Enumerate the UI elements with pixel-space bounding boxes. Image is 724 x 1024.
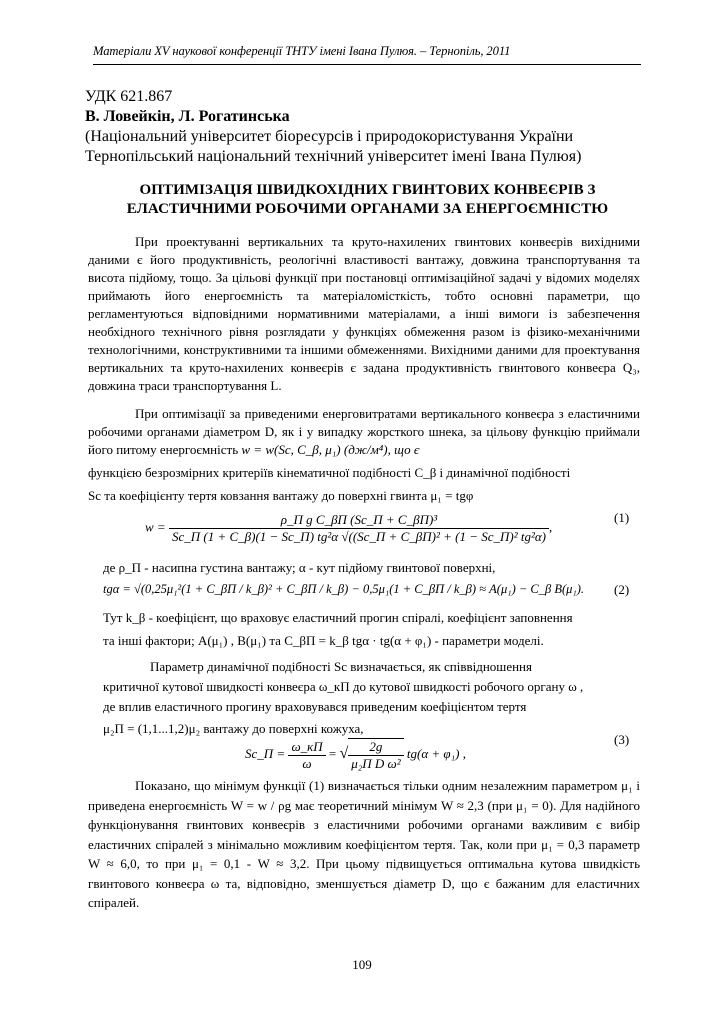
tut-line-2: та інші фактори; A(μ₁) , B(μ₁) та C_βП = k_β tgα · tg(α + φ₁) - параметри моделі. [103,633,544,648]
eq1-fraction [169,512,549,545]
affiliation-2: Тернопільський національний технічний університет імені Івана Пулюя) [85,148,582,165]
eq3-f2-denominator: μ₂П D ω² [351,756,401,771]
eq1-lhs: w = [145,519,166,535]
eq3-equals: = [328,745,337,761]
eq3-tail: tg(α + φ₁) , [406,745,466,761]
header-rule [93,64,641,65]
p2-part-d: Sc та коефіцієнту тертя ковзання вантажу до поверхні гвинта μ₁ = tgφ [88,488,474,503]
page-number: 109 [352,957,372,972]
eq3-lhs: Sc_П = [245,745,286,761]
p2-part-a: При оптимізації за приведеними енерговитратами вертикального конвеєра з еластичними робочими органами діаметром D, як і у випадку жорсткого шнека, за цільову функцію приймали його питому енергоємність [88,406,640,457]
where-line: де ρ_П - насипна густина вантажу; α - кут підйому гвинтової поверхні, [103,560,496,575]
eq3-f2-numerator: 2g [348,739,403,756]
p3-line-4: μ₂П = (1,1...1,2)μ₂ вантажу до поверхні кожуха, [103,721,364,736]
tut-line-1: Тут k_β - коефіцієнт, що враховує еластичний прогин спіралі, коефіцієнт заповнення [103,610,573,625]
p2-part-c: функцією безрозмірних критеріїв кінематичної подібності C_β і динамічної подібності [88,465,571,480]
authors: В. Ловейкін, Л. Рогатинська [85,108,290,125]
title-line-1: ОПТИМІЗАЦІЯ ШВИДКОХІДНИХ ГВИНТОВИХ КОНВЕЄРІВ З [139,182,596,198]
paragraph-2 [88,405,640,505]
paper-title [60,181,675,219]
eq3-f1-numerator: ω_кП [288,739,325,756]
equation-2-number: (2) [614,582,630,597]
equation-1-number: (1) [614,510,630,525]
affiliation-1: (Національний університет біоресурсів і природокористування України [85,128,574,145]
eq3-fraction-1 [288,739,325,772]
p3-line-1: Параметр динамічної подібності Sc визначається, як співвідношення [150,659,532,674]
p2-part-b: w = w(Sc, C_β, μ₁) (дж/м⁴), що є [241,442,420,457]
p3-line-2: критичної кутової швидкості конвеєра ω_кП до кутової швидкості робочого органу ω , [103,679,584,694]
eq3-f1-denominator: ω [302,755,312,771]
paragraph-1-text: При проектуванні вертикальних та круто-нахилених гвинтових конвеєрів вихідними даними є його продуктивність, реологічні властивості вантажу, довжина транспортування та висота підйому, тощо. За цільові функції при постановці оптимізаційної задачі у відомих моделях приймають його енергоємність та матеріаломісткість, тобто основні параметри, що регламентуються відповідними нормативними матеріалами, а інші вимоги із забезпечення необхідного технічного рівня розглядати у функціях обмеження разом із фізико-механічними технологічними, конструктивними та іншими обмеженнями. Вихідними даними для проектування вертикальних та круто-нахилених конвеєрів є задана продуктивність гвинтового конвеєра Q₃, довжина траси транспортування L. [88,234,640,393]
eq3-fraction-2 [348,738,403,772]
eq1-numerator: ρ_П g C_βП (Sc_П + C_βП)³ [169,512,549,529]
eq1-denominator: Sc_П (1 + C_β)(1 − Sc_П) tg²α √((Sc_П + C_βП)² + (1 − Sc_П)² tg²α) [171,529,547,544]
p3-line-3: де вплив еластичного прогину враховувався приведеним коефіцієнтом тертя [103,699,527,714]
equation-3-number: (3) [614,732,630,747]
running-head: Матеріали XV наукової конференції ТНТУ імені Івана Пулюя. – Тернопіль, 2011 [93,44,511,58]
eq2-body: tgα = √(0,25μ₁²(1 + C_βП / k_β)² + C_βП / k_β) − 0,5μ₁(1 + C_βП / k_β) ≈ A(μ₁) − C_β B(μ₁). [103,582,585,596]
title-line-2: ЕЛАСТИЧНИМИ РОБОЧИМИ ОРГАНАМИ ЗА ЕНЕРГОЄМНІСТЮ [126,201,609,217]
equation-3: Sc_П = $\frac{\omega\_кП}{\omega}$ = √ $\frac{2g}{\text{μ₂П D ω²}}$ tg(α + φ₁) , [245,738,466,771]
equation-1 [145,512,552,545]
paragraph-2-text [88,405,640,459]
eq1-tail: , [549,519,553,535]
paragraph-1 [88,233,640,395]
udk-code: УДК 621.867 [85,88,173,105]
paragraph-4 [88,776,640,913]
paragraph-4-text: Показано, що мінімум функції (1) визначається тільки одним незалежним параметром μ₁ і приведена енергоємність W = w / ρg має теоретичний мінімум W ≈ 2,3 (при μ₁ = 0). Для надійного функціонування гвинтових конвеєрів з еластичними робочими органами важливим є вибір еластичних спіралей з мінімально можливим коефіцієнтом тертя. Так, коли при μ₁ = 0,3 параметр W ≈ 6,0, то при μ₁ = 0,1 - W ≈ 3,2. При цьому підвищується оптимальна кутова швидкість гвинтового конвеєра ω та, відповідно, зменшується діаметр D, що є бажаним для еластичних спіралей. [88,778,640,910]
equation-2 [103,582,584,597]
